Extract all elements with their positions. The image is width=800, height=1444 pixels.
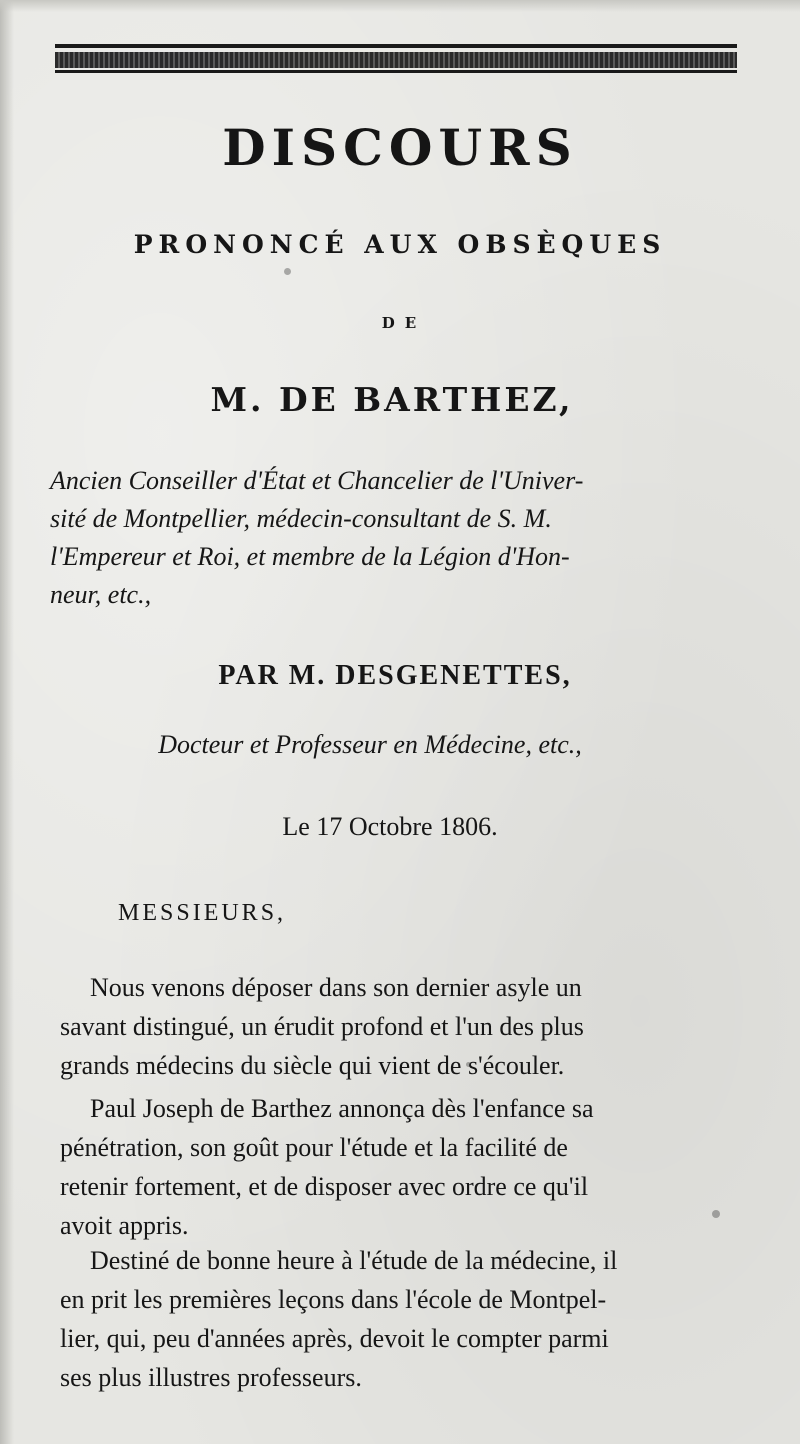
honoree-titles-line: neur, etc., (50, 580, 152, 609)
paragraph-line: Destiné de bonne heure à l'étude de la médecine, il (90, 1246, 618, 1275)
document-title: DISCOURS (222, 118, 578, 177)
ink-spot (712, 1210, 720, 1218)
speech-date: Le 17 Octobre 1806. (282, 812, 498, 841)
ink-spot (284, 268, 291, 275)
rule-line-bottom (55, 70, 737, 73)
rule-band (55, 52, 737, 68)
paragraph-2 (60, 1089, 760, 1245)
paragraph-3 (60, 1241, 760, 1397)
honoree-titles (50, 462, 770, 614)
paragraph-line: grands médecins du siècle qui vient de s'écouler. (60, 1051, 565, 1080)
honoree-titles-line: l'Empereur et Roi, et membre de la Légion d'Hon- (50, 542, 570, 571)
honoree-titles-line: Ancien Conseiller d'État et Chancelier de l'Univer- (50, 466, 584, 495)
rule-line-top (55, 44, 737, 48)
salutation: MESSIEURS, (118, 900, 287, 926)
paragraph-line: savant distingué, un érudit profond et l'un des plus (60, 1012, 584, 1041)
author-byline: PAR M. DESGENETTES, (218, 660, 572, 691)
preposition-de: DE (381, 314, 427, 332)
page-edge-shadow (0, 0, 14, 1444)
paragraph-line: Paul Joseph de Barthez annonça dès l'enfance sa (90, 1094, 594, 1123)
paragraph-line: avoit appris. (60, 1211, 189, 1240)
page-top-shadow (0, 0, 800, 12)
document-subtitle: PRONONCÉ AUX OBSÈQUES (133, 230, 667, 259)
paragraph-line: en prit les premières leçons dans l'école de Montpel- (60, 1285, 607, 1314)
paragraph-1 (60, 968, 760, 1085)
ink-spot (466, 1062, 471, 1067)
paragraph-line: retenir fortement, et de disposer avec ordre ce qu'il (60, 1172, 589, 1201)
paragraph-line: lier, qui, peu d'années après, devoit le compter parmi (60, 1324, 609, 1353)
paragraph-line: ses plus illustres professeurs. (60, 1363, 362, 1392)
paragraph-line: Nous venons déposer dans son dernier asyle un (90, 973, 582, 1002)
paragraph-line: pénétration, son goût pour l'étude et la facilité de (60, 1133, 568, 1162)
author-role: Docteur et Professeur en Médecine, etc., (158, 730, 582, 759)
ornamental-rule (55, 44, 737, 74)
honoree-titles-line: sité de Montpellier, médecin-consultant de S. M. (50, 504, 552, 533)
honoree-name: M. DE BARTHEZ, (210, 380, 574, 419)
